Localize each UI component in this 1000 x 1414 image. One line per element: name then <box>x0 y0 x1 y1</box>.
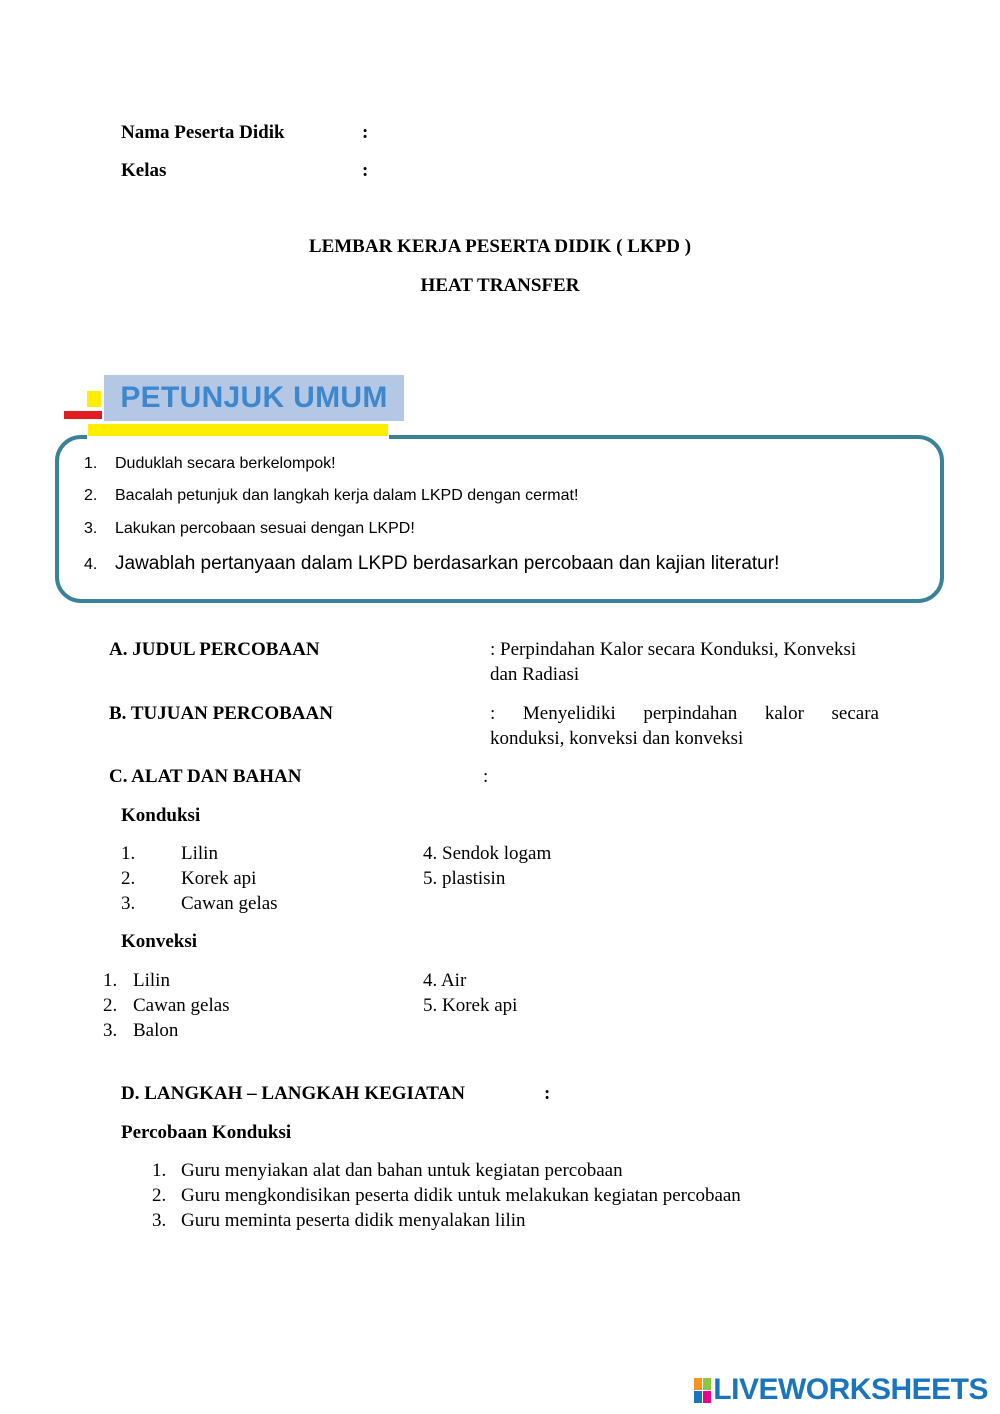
section-b-word: kalor <box>764 703 804 724</box>
instruction-number: 4. <box>84 556 98 573</box>
student-name-label: Nama Peserta Didik <box>121 122 285 143</box>
logo-text: LIVEWORKSHEETS <box>713 1373 988 1406</box>
list-item: 5. plastisin <box>423 868 506 889</box>
list-text: Cawan gelas <box>181 893 278 914</box>
list-number: 3. <box>121 893 136 914</box>
list-item <box>103 995 230 1017</box>
step-number: 3. <box>152 1210 167 1231</box>
list-item <box>121 893 278 915</box>
step-item <box>152 1185 741 1207</box>
section-b-word: secara <box>831 703 879 724</box>
section-b-colon: : <box>490 703 496 724</box>
list-item <box>103 970 170 992</box>
section-b-word: perpindahan <box>643 703 738 724</box>
list-text: Cawan gelas <box>133 995 230 1016</box>
list-text: Balon <box>133 1020 179 1041</box>
section-a-label: A. JUDUL PERCOBAAN <box>109 639 320 660</box>
section-c-colon: : <box>483 766 489 787</box>
list-text: Korek api <box>181 868 257 889</box>
page-title: LEMBAR KERJA PESERTA DIDIK ( LKPD ) <box>308 236 692 257</box>
section-a-value-line1: : Perpindahan Kalor secara Konduksi, Konveksi <box>490 639 857 660</box>
instruction-text: Jawablah pertanyaan dalam LKPD berdasarkan percobaan dan kajian literatur! <box>115 553 780 574</box>
step-text: Guru menyiakan alat dan bahan untuk kegiatan percobaan <box>181 1160 623 1181</box>
section-b-value-line1 <box>490 703 879 725</box>
step-item <box>152 1210 526 1232</box>
list-number: 2. <box>103 995 118 1016</box>
logo-mark-icon <box>694 1378 711 1403</box>
list-text: Lilin <box>181 843 218 864</box>
instruction-text: Lakukan percobaan sesuai dengan LKPD! <box>115 520 415 537</box>
student-name-colon: : <box>362 122 369 143</box>
instruction-number: 2. <box>84 487 98 504</box>
section-b-label: B. TUJUAN PERCOBAAN <box>109 703 333 724</box>
step-text: Guru meminta peserta didik menyalakan lilin <box>181 1210 526 1231</box>
list-item <box>121 843 218 865</box>
step-text: Guru mengkondisikan peserta didik untuk melakukan kegiatan percobaan <box>181 1185 741 1206</box>
section-c-label: C. ALAT DAN BAHAN <box>109 766 302 787</box>
instruction-item <box>84 520 415 538</box>
list-text: Lilin <box>133 970 170 991</box>
class-label: Kelas <box>121 160 167 181</box>
instructions-heading: PETUNJUK UMUM <box>104 375 404 421</box>
instruction-number: 3. <box>84 520 98 537</box>
instruction-text: Bacalah petunjuk dan langkah kerja dalam LKPD dengan cermat! <box>115 487 579 504</box>
konduksi-heading: Konduksi <box>121 805 201 826</box>
instruction-item <box>84 487 578 505</box>
instruction-number: 1. <box>84 455 98 472</box>
list-number: 1. <box>121 843 136 864</box>
step-number: 2. <box>152 1185 167 1206</box>
section-a-value-line2: dan Radiasi <box>490 664 580 685</box>
class-colon: : <box>362 160 369 181</box>
list-item <box>121 868 256 890</box>
list-item: 4. Sendok logam <box>423 843 552 864</box>
decor-yellow-bar <box>88 424 388 436</box>
list-item <box>103 1020 178 1042</box>
list-number: 3. <box>103 1020 118 1041</box>
instruction-item <box>84 455 336 473</box>
page-subtitle: HEAT TRANSFER <box>420 275 580 296</box>
section-b-word: Menyelidiki <box>522 703 616 724</box>
decor-red-bar <box>64 411 102 419</box>
section-b-value-line2: konduksi, konveksi dan konveksi <box>490 728 744 749</box>
list-item: 5. Korek api <box>423 995 518 1016</box>
konveksi-heading: Konveksi <box>121 931 198 952</box>
list-item: 4. Air <box>423 970 467 991</box>
decor-yellow-square <box>87 391 101 407</box>
section-d-label: D. LANGKAH – LANGKAH KEGIATAN <box>121 1083 465 1104</box>
list-number: 1. <box>103 970 118 991</box>
instruction-item <box>84 553 779 575</box>
instruction-text: Duduklah secara berkelompok! <box>115 455 336 472</box>
section-d-colon: : <box>544 1083 551 1104</box>
step-item <box>152 1160 623 1182</box>
liveworksheets-logo[interactable] <box>694 1372 988 1408</box>
percobaan-konduksi-heading: Percobaan Konduksi <box>121 1122 292 1143</box>
list-number: 2. <box>121 868 136 889</box>
step-number: 1. <box>152 1160 167 1181</box>
